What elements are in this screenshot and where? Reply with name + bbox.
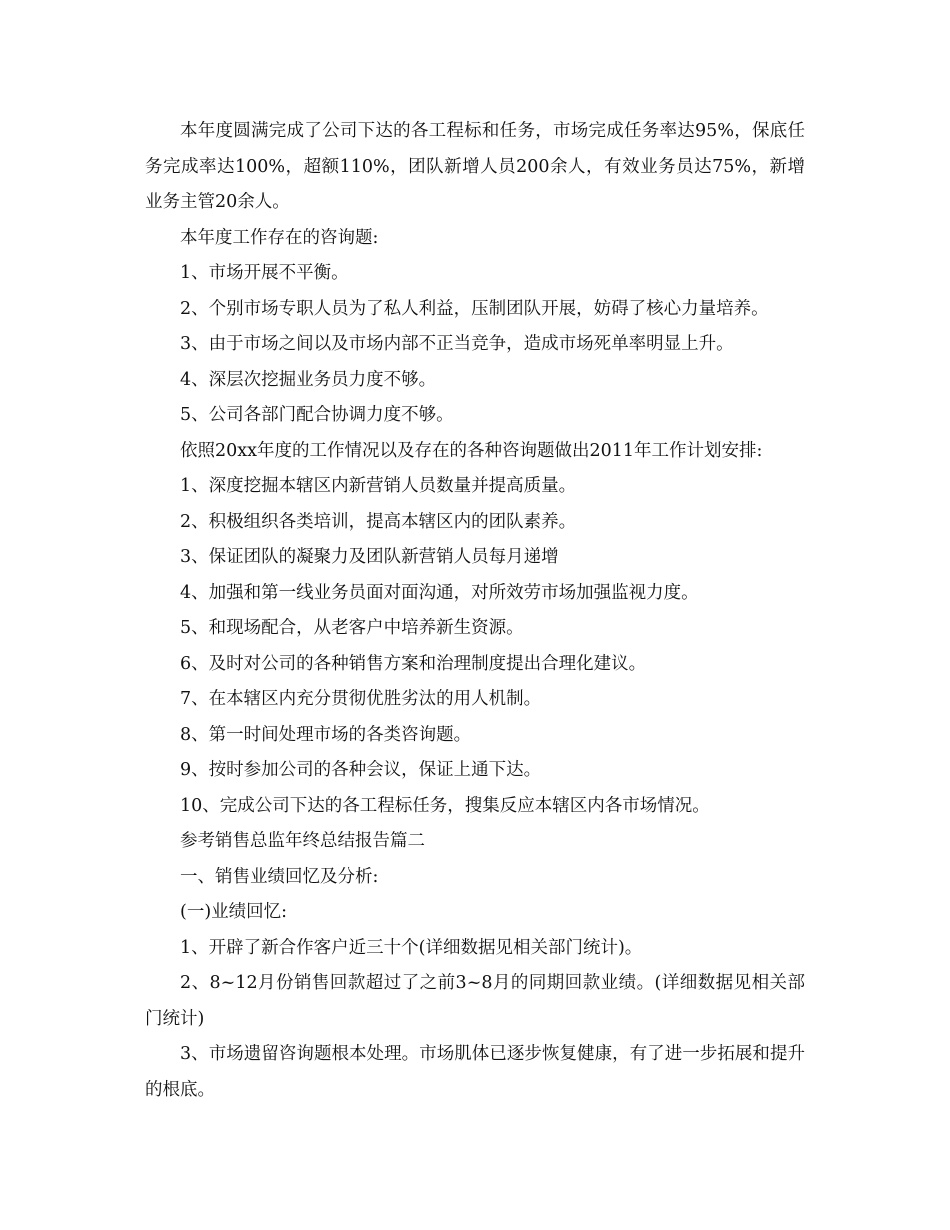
plan-item-9: 9、按时参加公司的各种会议，保证上通下达。	[180, 760, 542, 780]
issue-item-4: 4、深层次挖掘业务员力度不够。	[180, 369, 437, 390]
section-heading-1: 一、销售业绩回忆及分析:	[180, 866, 379, 887]
plan-item-1: 1、深度挖掘本辖区内新营销人员数量并提高质量。	[180, 476, 577, 496]
subsection-heading: (一)业绩回忆:	[180, 902, 288, 922]
review-item-2: 2、8~12月份销售回款超过了之前3~8月的同期回款业绩。(详细数据见相关部门统计)	[145, 973, 805, 1029]
issue-item-1: 1、市场开展不平衡。	[180, 263, 349, 283]
plan-item-4: 4、加强和第一线业务员面对面沟通，对所效劳市场加强监视力度。	[180, 582, 699, 603]
plan-item-7: 7、在本辖区内充分贯彻优胜劣汰的用人机制。	[180, 689, 542, 709]
plan-item-6: 6、及时对公司的各种销售方案和治理制度提出合理化建议。	[180, 653, 647, 674]
paragraph-issues-heading: 本年度工作存在的咨询题:	[180, 227, 379, 248]
section-title: 参考销售总监年终总结报告篇二	[180, 831, 425, 851]
paragraph-summary: 本年度圆满完成了公司下达的各工程标和任务，市场完成任务率达95%，保底任务完成率达100%，超额110%，团队新增人员200余人，有效业务员达75%，新增业务主管20余人。	[145, 121, 805, 212]
plan-item-8: 8、第一时间处理市场的各类咨询题。	[180, 724, 472, 745]
issue-item-5: 5、公司各部门配合协调力度不够。	[180, 405, 454, 425]
document-body	[145, 114, 805, 1108]
review-item-3: 3、市场遗留咨询题根本处理。市场肌体已逐步恢复健康，有了进一步拓展和提升的根底。	[145, 1044, 805, 1100]
plan-item-5: 5、和现场配合，从老客户中培养新生资源。	[180, 618, 524, 638]
paragraph-plan-heading: 依照20xx年度的工作情况以及存在的各种咨询题做出2011年工作计划安排:	[180, 440, 763, 461]
review-item-1: 1、开辟了新合作客户近三十个(详细数据见相关部门统计)。	[180, 937, 643, 958]
issue-item-3: 3、由于市场之间以及市场内部不正当竞争，造成市场死单率明显上升。	[180, 334, 734, 354]
issue-item-2: 2、个别市场专职人员为了私人利益，压制团队开展，妨碍了核心力量培养。	[180, 298, 769, 319]
plan-item-2: 2、积极组织各类培训，提高本辖区内的团队素养。	[180, 511, 577, 532]
plan-item-10: 10、完成公司下达的各工程标任务，搜集反应本辖区内各市场情况。	[180, 795, 710, 816]
plan-item-3: 3、保证团队的凝聚力及团队新营销人员每月递增	[180, 547, 559, 567]
